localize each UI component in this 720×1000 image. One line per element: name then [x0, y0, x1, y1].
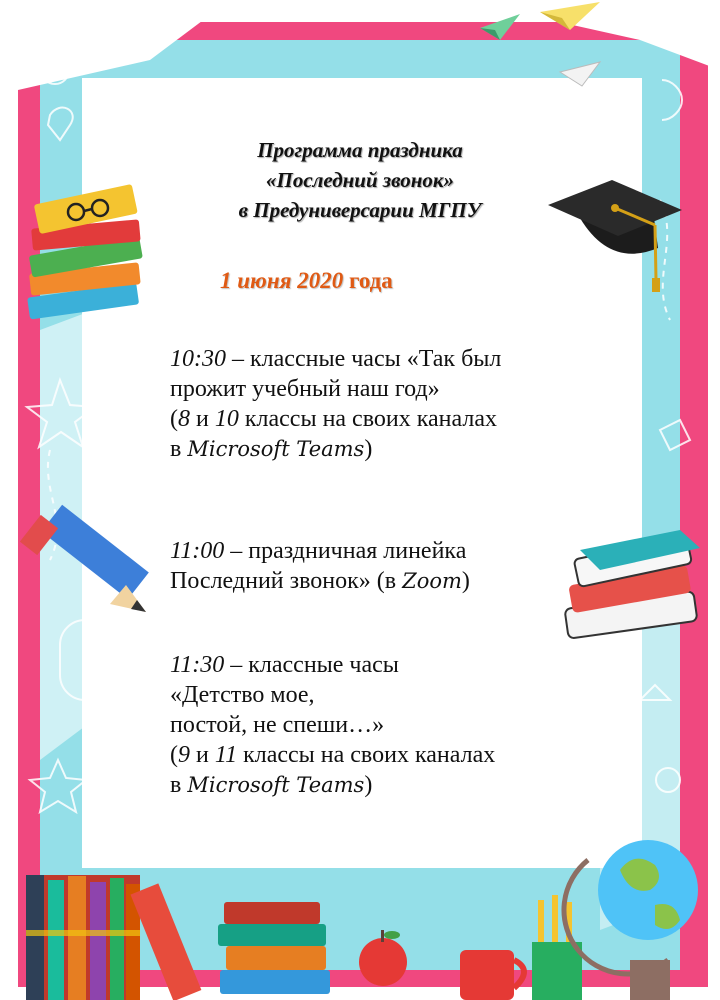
entry-3-time: 11:30 [170, 652, 225, 678]
entry-1-line-2: прожит учебный наш год» [170, 376, 440, 402]
title-line-2: «Последний звонок» [265, 168, 454, 192]
entry-2-line-2: Последний звонок» (в Zoom) [170, 568, 470, 594]
entry-1-line-3: (8 и 10 классы на своих каналах [170, 406, 498, 432]
entry-3-line-1: 11:30 – классные часы [170, 652, 399, 678]
event-date [220, 268, 393, 294]
microsoft-teams-label: Microsoft Teams [187, 437, 365, 461]
entry-3-line-3: постой, не спеши…» [170, 712, 385, 738]
title-line-3: в Предуниверсарии МГПУ [238, 198, 482, 222]
date-day: 1 июня [220, 268, 292, 293]
program-title [0, 135, 720, 225]
entry-2-time: 11:00 [170, 538, 225, 564]
entry-3-line-4: (9 и 11 классы на своих каналах [170, 742, 496, 768]
microsoft-teams-label: Microsoft Teams [187, 773, 365, 797]
book-stack [218, 902, 330, 994]
schedule-entry-1 [170, 344, 501, 464]
entry-1-line-1: 10:30 – классные часы «Так был [170, 346, 502, 372]
schedule-entry-3 [170, 650, 495, 800]
entry-1-time: 10:30 [170, 346, 226, 372]
entry-1-line-4: в Microsoft Teams) [170, 436, 373, 462]
entry-2-line-1: 11:00 – праздничная линейка [170, 538, 467, 564]
bookshelf [26, 875, 140, 1000]
schedule-entry-2 [170, 536, 470, 596]
title-line-1: Программа праздника [257, 138, 463, 162]
entry-3-line-2: «Детство мое, [170, 682, 315, 708]
entry-3-line-5: в Microsoft Teams) [170, 772, 373, 798]
date-suffix: года [348, 268, 393, 293]
zoom-label: Zoom [402, 569, 462, 593]
date-year: 2020 [297, 268, 344, 293]
